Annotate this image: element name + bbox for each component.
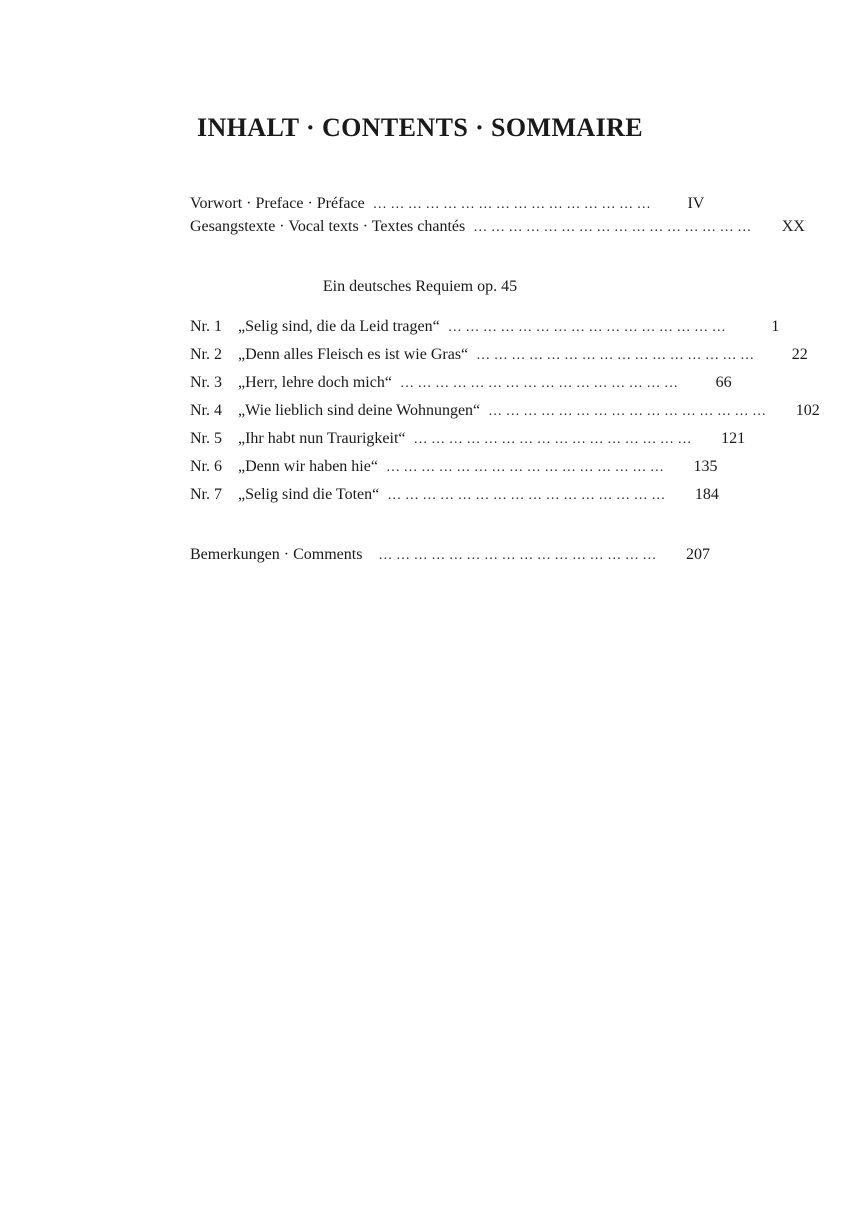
movement-number: Nr. 6 bbox=[190, 458, 222, 475]
dot-leader: ………………………………………… bbox=[372, 197, 655, 212]
dot-leader: ………………………………………… bbox=[413, 432, 696, 447]
toc-entry-movement-4[interactable] bbox=[190, 402, 820, 430]
toc-entry-page: 22 bbox=[791, 346, 808, 363]
dot-leader: ………………………………………… bbox=[476, 348, 758, 363]
movement-number: Nr. 1 bbox=[190, 318, 222, 335]
dot-leader: ………………………………………… bbox=[488, 404, 770, 419]
toc-entry-movement-1[interactable] bbox=[190, 318, 780, 346]
movement-number: Nr. 4 bbox=[190, 402, 222, 419]
movement-number: Nr. 3 bbox=[190, 374, 222, 391]
toc-entry-label: „Ihr habt nun Traurigkeit“ bbox=[238, 430, 406, 447]
toc-entry-label: Vorwort · Preface · Préface bbox=[190, 195, 365, 212]
toc-entry-label: „Wie lieblich sind deine Wohnungen“ bbox=[238, 402, 481, 419]
toc-entry-label: Gesangstexte · Vocal texts · Textes chantés bbox=[190, 218, 466, 235]
toc-entry-comments[interactable] bbox=[190, 546, 711, 569]
toc-entry-page: XX bbox=[781, 218, 805, 235]
dot-leader: ………………………………………… bbox=[378, 548, 661, 563]
toc-entry-movement-7[interactable] bbox=[190, 486, 719, 514]
dot-leader: ………………………………………… bbox=[447, 320, 730, 335]
movement-number: Nr. 5 bbox=[190, 430, 222, 447]
toc-entry-page: 207 bbox=[686, 546, 711, 563]
toc-entry-label: „Denn alles Fleisch es ist wie Gras“ bbox=[238, 346, 469, 363]
toc-entry-label: „Denn wir haben hie“ bbox=[238, 458, 378, 475]
toc-entry-page: 135 bbox=[693, 458, 718, 475]
work-title: Ein deutsches Requiem op. 45 bbox=[322, 278, 518, 295]
toc-entry-page: 184 bbox=[694, 486, 719, 503]
movement-number: Nr. 7 bbox=[190, 486, 222, 503]
page-title: INHALT · CONTENTS · SOMMAIRE bbox=[196, 113, 644, 142]
movement-list bbox=[190, 318, 820, 514]
toc-entry-page: 1 bbox=[771, 318, 780, 335]
toc-entry-movement-5[interactable] bbox=[190, 430, 746, 458]
toc-entry-page: 102 bbox=[795, 402, 820, 419]
movement-number: Nr. 2 bbox=[190, 346, 222, 363]
back-matter-list bbox=[190, 546, 711, 569]
dot-leader: ………………………………………… bbox=[473, 220, 755, 235]
toc-entry-page: IV bbox=[687, 195, 705, 212]
toc-entry-movement-6[interactable] bbox=[190, 458, 718, 486]
toc-entry-label: „Selig sind, die da Leid tragen“ bbox=[238, 318, 440, 335]
toc-entry-label: „Selig sind die Toten“ bbox=[238, 486, 380, 503]
front-matter-list bbox=[190, 195, 805, 241]
toc-entry-preface[interactable] bbox=[190, 195, 705, 218]
toc-entry-page: 66 bbox=[715, 374, 732, 391]
dot-leader: ………………………………………… bbox=[385, 460, 668, 475]
toc-entry-label: „Herr, lehre doch mich“ bbox=[238, 374, 392, 391]
dot-leader: ………………………………………… bbox=[387, 488, 669, 503]
toc-entry-page: 121 bbox=[721, 430, 746, 447]
toc-entry-movement-2[interactable] bbox=[190, 346, 808, 374]
toc-entry-movement-3[interactable] bbox=[190, 374, 732, 402]
toc-entry-vocal-texts[interactable] bbox=[190, 218, 805, 241]
toc-entry-label: Bemerkungen · Comments bbox=[190, 546, 363, 563]
dot-leader: ………………………………………… bbox=[399, 376, 682, 391]
